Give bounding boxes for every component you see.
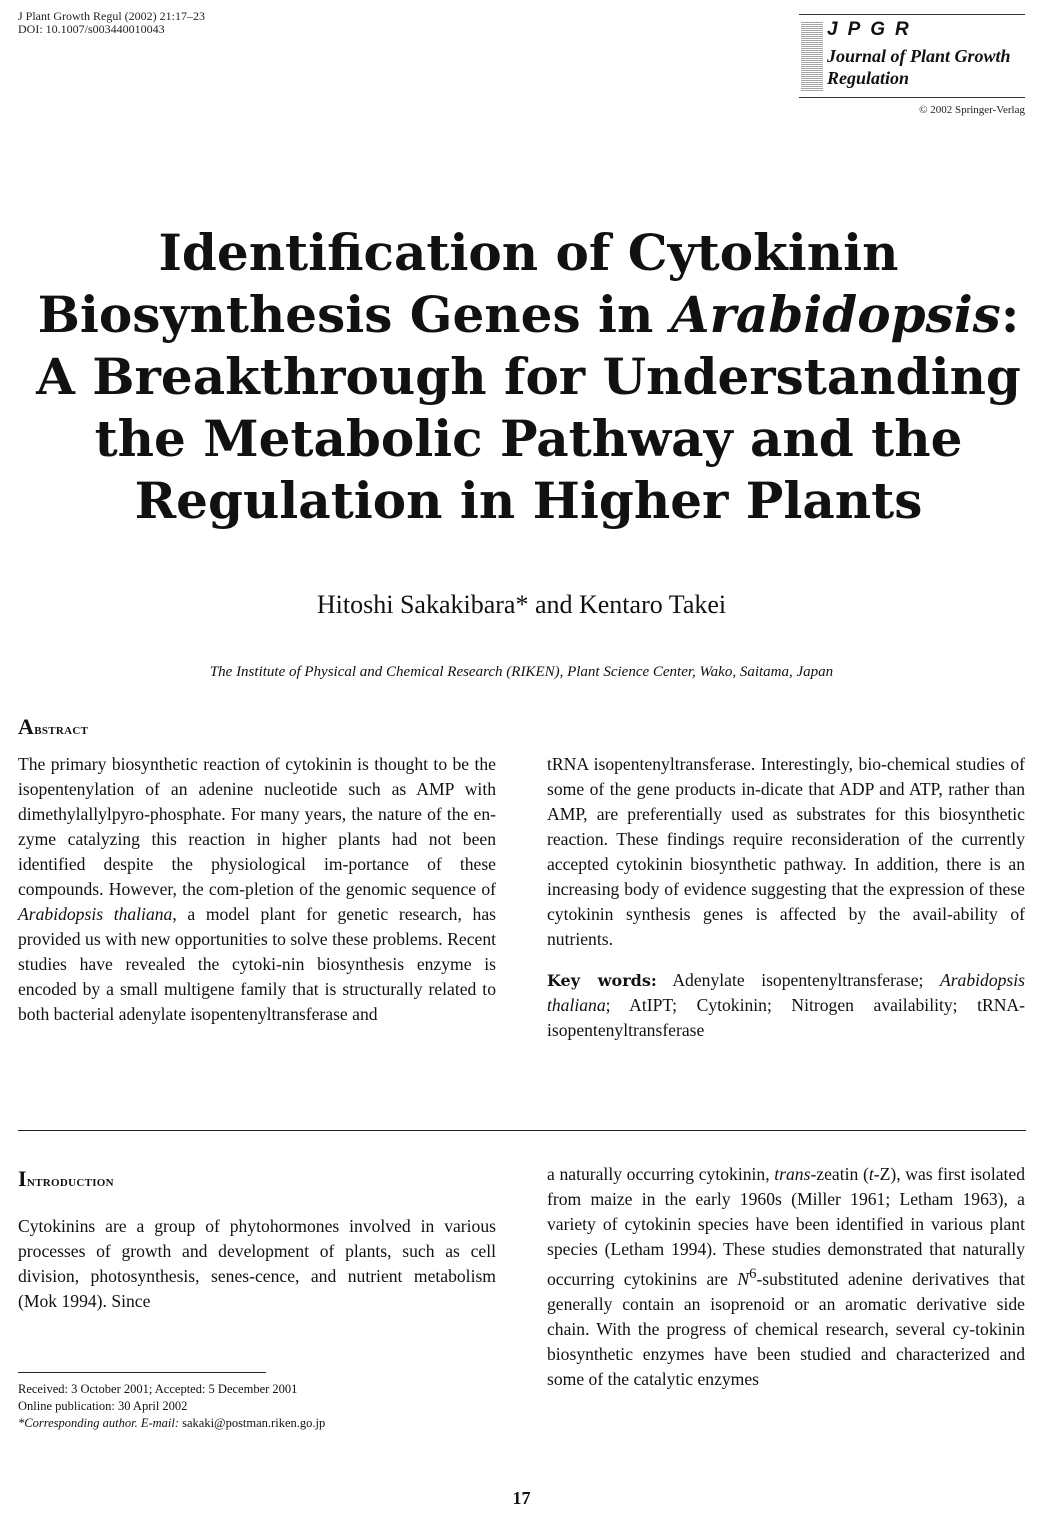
footnote-divider <box>18 1372 266 1373</box>
introduction-right-column <box>547 1162 1025 1392</box>
title-organism: Arabidopsis <box>670 285 1001 344</box>
affiliation: The Institute of Physical and Chemical Research (RIKEN), Plant Science Center, Wako, Saitama, Japan <box>209 664 834 680</box>
intro-right-superscript: 6 <box>749 1266 757 1282</box>
intro-right-text-1: a naturally occurring cytokinin, <box>547 1164 775 1184</box>
introduction-paragraph-left: Cytokinins are a group of phytohormones involved in various processes of growth and development of plants, such as cell division, photosynthesis, senes-cence, and nutrient metabolism (Mok 1994). Since <box>18 1216 496 1311</box>
abstract-left-organism: Arabidopsis thaliana <box>18 904 173 924</box>
introduction-left-column <box>18 1214 496 1314</box>
intro-right-text-3: -Z), was first isolated from maize in the early 1960s (Miller 1961; Letham 1963), a variety of cytokinin species have been identified in various plant species (Letham 1994). These studies demonstrated that naturally occurring cytokinins are <box>547 1164 1026 1289</box>
intro-right-text-2: -zeatin ( <box>810 1164 869 1184</box>
title-line-4: the Metabolic Pathway and the <box>94 409 963 468</box>
intro-right-ital-1: trans <box>774 1164 811 1184</box>
footnote-online: Online publication: 30 April 2002 <box>18 1399 188 1413</box>
abstract-heading: Abstract <box>18 714 89 739</box>
abstract-left-column <box>18 752 496 1027</box>
intro-right-text-4: -substituted adenine derivatives that generally contain an isoprenoid or an aromatic derivative side chain. With the progress of chemical research, several cy-tokinin biosynthetic enzymes have been studied and characterized and some of the catalytic enzymes <box>547 1268 1026 1389</box>
intro-right-ital-3: N <box>737 1268 750 1289</box>
running-header <box>18 10 205 36</box>
abstract-left-text-1: The primary biosynthetic reaction of cytokinin is thought to be the isopentenylation of an adenine nucleotide such as AMP with dimethylallylpyro-phosphate. For many years, the nature of the en-zyme catalyzing this reaction in higher plants had not been identified despite the physiological im-portance of these compounds. However, the com-pletion of the genomic sequence of <box>18 754 496 899</box>
abstract-right-column <box>547 752 1025 1043</box>
title-line-5: Regulation in Higher Plants <box>134 471 923 530</box>
logo-stripes-icon <box>801 21 823 91</box>
title-line-1: Identification of Cytokinin <box>158 223 899 282</box>
introduction-paragraph-right <box>547 1162 1025 1392</box>
keywords <box>547 968 1025 1043</box>
abstract-paragraph-right: tRNA isopentenyltransferase. Interestingly, bio-chemical studies of some of the gene products in-dicate that ADP and ATP, rather than AMP, are preferentially used as substrates for this biosynthetic reaction. These findings require reconsideration of the currently accepted cytokinin biosynthetic pathway. In addition, there is an increasing body of evidence suggesting that the expression of these cytokinin synthesis genes is affected by the avail-ability of nutrients. <box>547 754 1025 949</box>
section-divider <box>18 1130 1026 1131</box>
title-line-2 <box>20 284 1037 346</box>
page-number: 17 <box>512 1488 531 1508</box>
abstract-paragraph-left <box>18 752 496 1027</box>
keywords-label: Key words: <box>547 971 657 990</box>
article-title <box>20 222 1037 532</box>
journal-abbreviation: JPGR <box>827 19 919 40</box>
journal-name: Journal of Plant Growth Regulation <box>827 46 1011 88</box>
citation: J Plant Growth Regul (2002) 21:17–23 <box>18 9 205 23</box>
doi: DOI: 10.1007/s003440010043 <box>18 22 165 36</box>
keywords-organism: Arabidopsis thaliana <box>547 970 1026 1015</box>
title-line-2-text: Biosynthesis Genes in <box>37 285 671 344</box>
footnote-corresponding <box>18 1415 438 1432</box>
introduction-heading: Introduction <box>18 1166 114 1191</box>
footnote-corresponding-label: *Corresponding author. E-mail: <box>18 1416 179 1430</box>
abstract-left-text-2: , a model plant for genetic research, has provided us with new opportunities to solve these problems. Recent studies have revealed the cytoki-nin biosynthesis enzyme is encoded by a small multigene family that is structurally related to both bacterial adenylate isopentenyltransferase and <box>18 904 496 1024</box>
journal-logo <box>799 14 1025 98</box>
intro-right-ital-2: t <box>868 1164 874 1184</box>
footnotes <box>18 1381 438 1432</box>
footnote-received: Received: 3 October 2001; Accepted: 5 December 2001 <box>18 1382 298 1396</box>
keywords-text-2: ; AtIPT; Cytokinin; Nitrogen availability; tRNA-isopentenyltransferase <box>547 995 1025 1040</box>
copyright: © 2002 Springer-Verlag <box>919 104 1025 116</box>
title-colon: : <box>1000 285 1020 344</box>
title-line-3: A Breakthrough for Understanding <box>36 347 1021 406</box>
footnote-email: sakaki@postman.riken.go.jp <box>179 1416 326 1430</box>
authors: Hitoshi Sakakibara* and Kentaro Takei <box>316 590 727 619</box>
keywords-text-1: Adenylate isopentenyltransferase; <box>656 970 940 990</box>
